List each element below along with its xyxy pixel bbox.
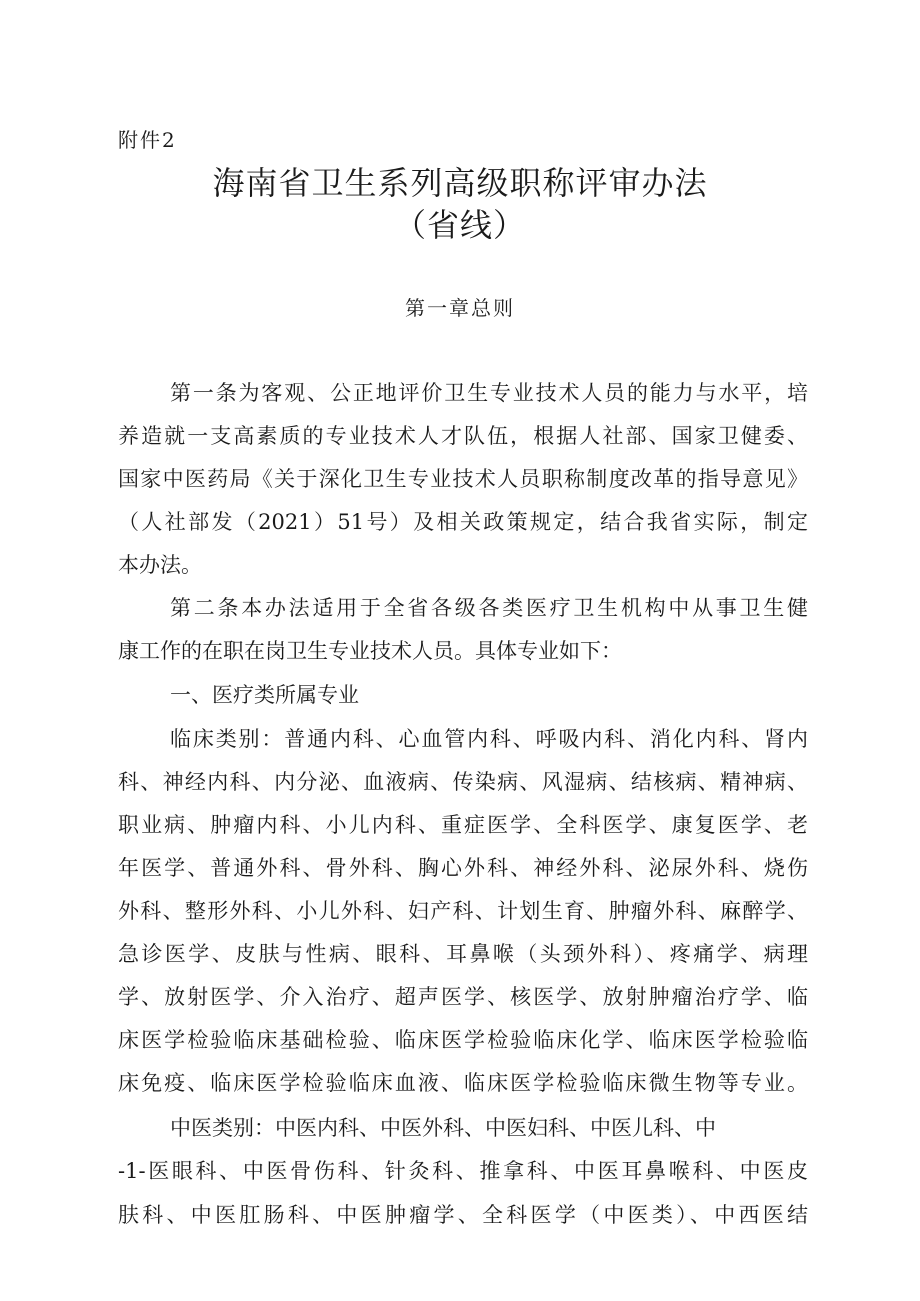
body-line: 科、神经内科、内分泌、血液病、传染病、风湿病、结核病、精神病、: [118, 770, 808, 794]
body-line: 中医类别：中医内科、中医外科、中医妇科、中医儿科、中: [170, 1116, 716, 1140]
section-heading: 一、医疗类所属专业: [170, 683, 359, 707]
body-line: 职业病、肿瘤内科、小儿内科、重症医学、全科医学、康复医学、老: [118, 813, 808, 837]
body-line: 第一条为客观、公正地评价卫生专业技术人员的能力与水平，培: [170, 381, 808, 405]
body-line: 年医学、普通外科、骨外科、胸心外科、神经外科、泌尿外科、烧伤: [118, 856, 808, 880]
body-line: 康工作的在职在岗卫生专业技术人员。具体专业如下：: [118, 639, 622, 663]
body-line: 国家中医药局《关于深化卫生专业技术人员职称制度改革的指导意见》: [118, 467, 808, 491]
body-line: 学、放射医学、介入治疗、超声医学、核医学、放射肿瘤治疗学、临: [118, 985, 808, 1009]
body-line: 床免疫、临床医学检验临床血液、临床医学检验临床微生物等专业。: [118, 1071, 808, 1095]
body-line: 临床类别：普通内科、心血管内科、呼吸内科、消化内科、肾内: [170, 727, 808, 751]
body-line: 急诊医学、皮肤与性病、眼科、耳鼻喉（头颈外科）、疼痛学、病理: [118, 942, 808, 966]
body-line: 第二条本办法适用于全省各级各类医疗卫生机构中从事卫生健: [170, 596, 808, 620]
body-line: 肤科、中医肛肠科、中医肿瘤学、全科医学（中医类）、中西医结: [118, 1203, 808, 1227]
body-line: 床医学检验临床基础检验、临床医学检验临床化学、临床医学检验临: [118, 1028, 808, 1052]
document-title: 海南省卫生系列高级职称评审办法: [212, 164, 708, 202]
document-subtitle: （省线）: [393, 206, 526, 244]
body-line: 养造就一支高素质的专业技术人才队伍，根据人社部、国家卫健委、: [118, 424, 808, 448]
chapter-heading: 第一章总则: [405, 296, 515, 320]
body-line: 外科、整形外科、小儿外科、妇产科、计划生育、肿瘤外科、麻醉学、: [118, 899, 808, 923]
attachment-label: 附件2: [118, 128, 177, 152]
body-line: -1-医眼科、中医骨伤科、针灸科、推拿科、中医耳鼻喉科、中医皮: [118, 1159, 808, 1183]
body-line: 本办法。: [118, 553, 202, 577]
body-line: （人社部发（2021）51号）及相关政策规定，结合我省实际，制定: [118, 510, 808, 534]
